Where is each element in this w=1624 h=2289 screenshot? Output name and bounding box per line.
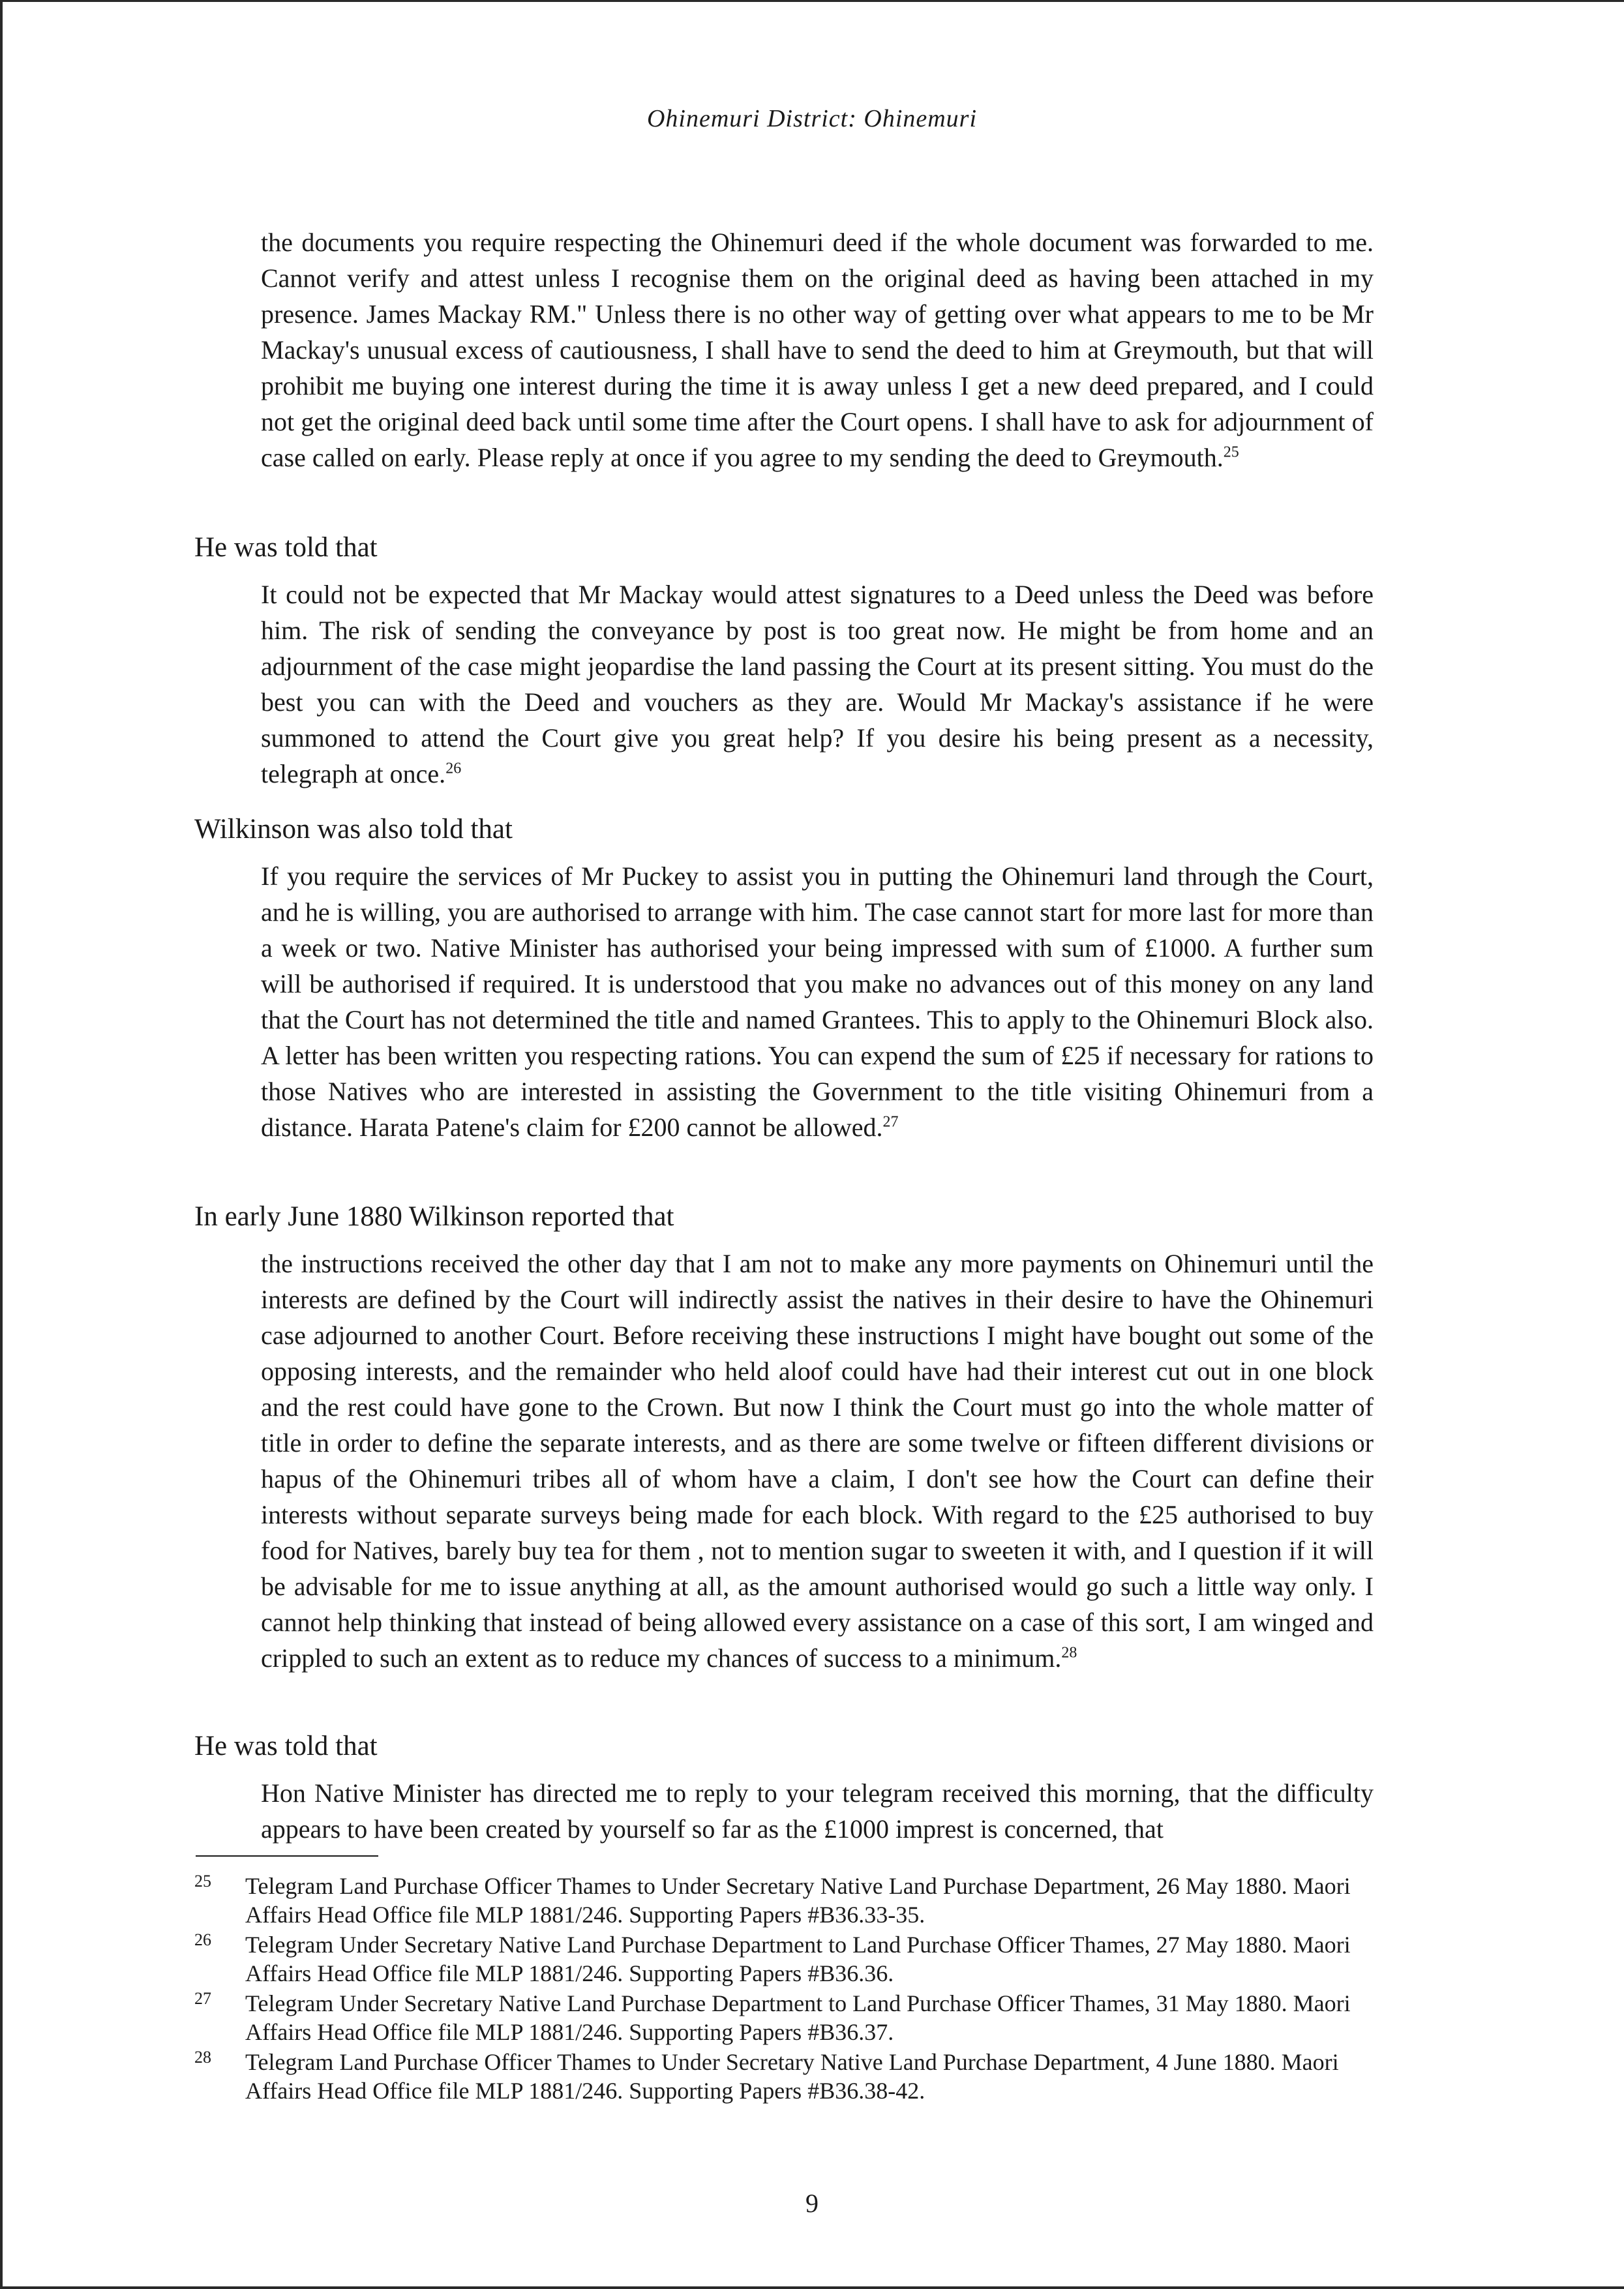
footnote-ref-25: 25 <box>1223 443 1239 461</box>
quote-text: the documents you require respecting the Ohinemuri deed if the whole document was forwarded to me. Cannot verify and attest unless I recognise them on the original deed as having been attached in my presence. James Mackay RM." Unless there is no other way of getting over what appears to me to be Mr Mackay's unusual excess of cautiousness, I shall have to send the deed to him at Greymouth, but that will prohibit me buying one interest during the time it is away unless I get a new deed prepared, and I could not get the original deed back until some time after the Court opens. I shall have to ask for adjournment of case called on early. Please reply at once if you agree to my sending the deed to Greymouth. <box>261 228 1374 472</box>
footnote-26 <box>194 1930 1374 1988</box>
footnote-ref-28: 28 <box>1061 1644 1077 1662</box>
footnote-text: Telegram Under Secretary Native Land Purchase Department to Land Purchase Officer Thames, 31 May 1880. Maori Affairs Head Office file MLP 1881/246. Supporting Papers #B36.37. <box>245 1990 1351 2045</box>
footnote-text: Telegram Land Purchase Officer Thames to Under Secretary Native Land Purchase Department, 26 May 1880. Maori Affairs Head Office file MLP 1881/246. Supporting Papers #B36.33-35. <box>245 1873 1351 1928</box>
scan-edge-bottom <box>0 2286 1624 2289</box>
page-number: 9 <box>805 2189 819 2218</box>
footnote-number: 27 <box>194 1989 211 2008</box>
footnote-divider <box>196 1855 378 1857</box>
block-quote-2 <box>261 576 1374 792</box>
footnote-27 <box>194 1989 1374 2046</box>
quote-text: It could not be expected that Mr Mackay would attest signatures to a Deed unless the Deed was before him. The risk of sending the conveyance by post is too great now. He might be from home and an adjournment of the case might jeopardise the land passing the Court at its present sitting. You must do the best you can with the Deed and vouchers as they are. Would Mr Mackay's assistance if he were summoned to attend the Court give you great help? If you desire his being present as a necessity, telegraph at once. <box>261 580 1374 788</box>
block-quote-5 <box>261 1775 1374 1847</box>
scan-edge-left <box>0 0 3 2289</box>
footnote-text: Telegram Under Secretary Native Land Purchase Department to Land Purchase Officer Thames, 27 May 1880. Maori Affairs Head Office file MLP 1881/246. Supporting Papers #B36.36. <box>245 1932 1351 1986</box>
footnote-ref-27: 27 <box>882 1113 899 1131</box>
scan-edge-top <box>0 0 1624 2</box>
quote-text: If you require the services of Mr Puckey to assist you in putting the Ohinemuri land through the Court, and he is willing, you are authorised to arrange with him. The case cannot start for more last for more than a week or two. Native Minister has authorised your being impressed with sum of £1000. A further sum will be authorised if required. It is understood that you make no advances out of this money on any land that the Court has not determined the title and named Grantees. This to apply to the Ohinemuri Block also. A letter has been written you respecting rations. You can expend the sum of £25 if necessary for rations to those Natives who are interested in assisting the Government to the title visiting Ohinemuri from a distance. Harata Patene's claim for £200 cannot be allowed. <box>261 861 1374 1142</box>
running-head: Ohinemuri District: Ohinemuri <box>646 105 978 132</box>
block-quote-4 <box>261 1246 1374 1676</box>
block-quote-3 <box>261 858 1374 1145</box>
lead-paragraph-2: He was told that <box>194 532 378 563</box>
lead-paragraph-5: He was told that <box>194 1731 378 1761</box>
footnote-28 <box>194 2048 1374 2105</box>
footnote-text: Telegram Land Purchase Officer Thames to Under Secretary Native Land Purchase Department, 4 June 1880. Maori Affairs Head Office file MLP 1881/246. Supporting Papers #B36.38-42. <box>245 2049 1339 2104</box>
block-quote-1 <box>261 224 1374 475</box>
lead-paragraph-4: In early June 1880 Wilkinson reported that <box>194 1201 674 1232</box>
footnote-number: 25 <box>194 1872 211 1891</box>
lead-paragraph-3: Wilkinson was also told that <box>194 814 513 845</box>
footnote-number: 26 <box>194 1930 211 1949</box>
footnote-ref-26: 26 <box>445 760 462 777</box>
quote-text: Hon Native Minister has directed me to reply to your telegram received this morning, that the difficulty appears to have been created by yourself so far as the £1000 imprest is concerned, that <box>261 1778 1374 1844</box>
footnote-25 <box>194 1872 1374 1929</box>
quote-text: the instructions received the other day that I am not to make any more payments on Ohinemuri until the interests are defined by the Court will indirectly assist the natives in their desire to have the Ohinemuri case adjourned to another Court. Before receiving these instructions I might have bought out some of the opposing interests, and the remainder who held aloof could have had their interest cut out in one block and the rest could have gone to the Crown. But now I think the Court must go into the whole matter of title in order to define the separate interests, and as there are some twelve or fifteen different divisions or hapus of the Ohinemuri tribes all of whom have a claim, I don't see how the Court can define their interests without separate surveys being made for each block. With regard to the £25 authorised to buy food for Natives, barely buy tea for them , not to mention sugar to sweeten it with, and I question if it will be advisable for me to issue anything at all, as the amount authorised would go such a little way only. I cannot help thinking that instead of being allowed every assistance on a case of this sort, I am winged and crippled to such an extent as to reduce my chances of success to a minimum. <box>261 1249 1374 1673</box>
footnote-number: 28 <box>194 2048 211 2067</box>
